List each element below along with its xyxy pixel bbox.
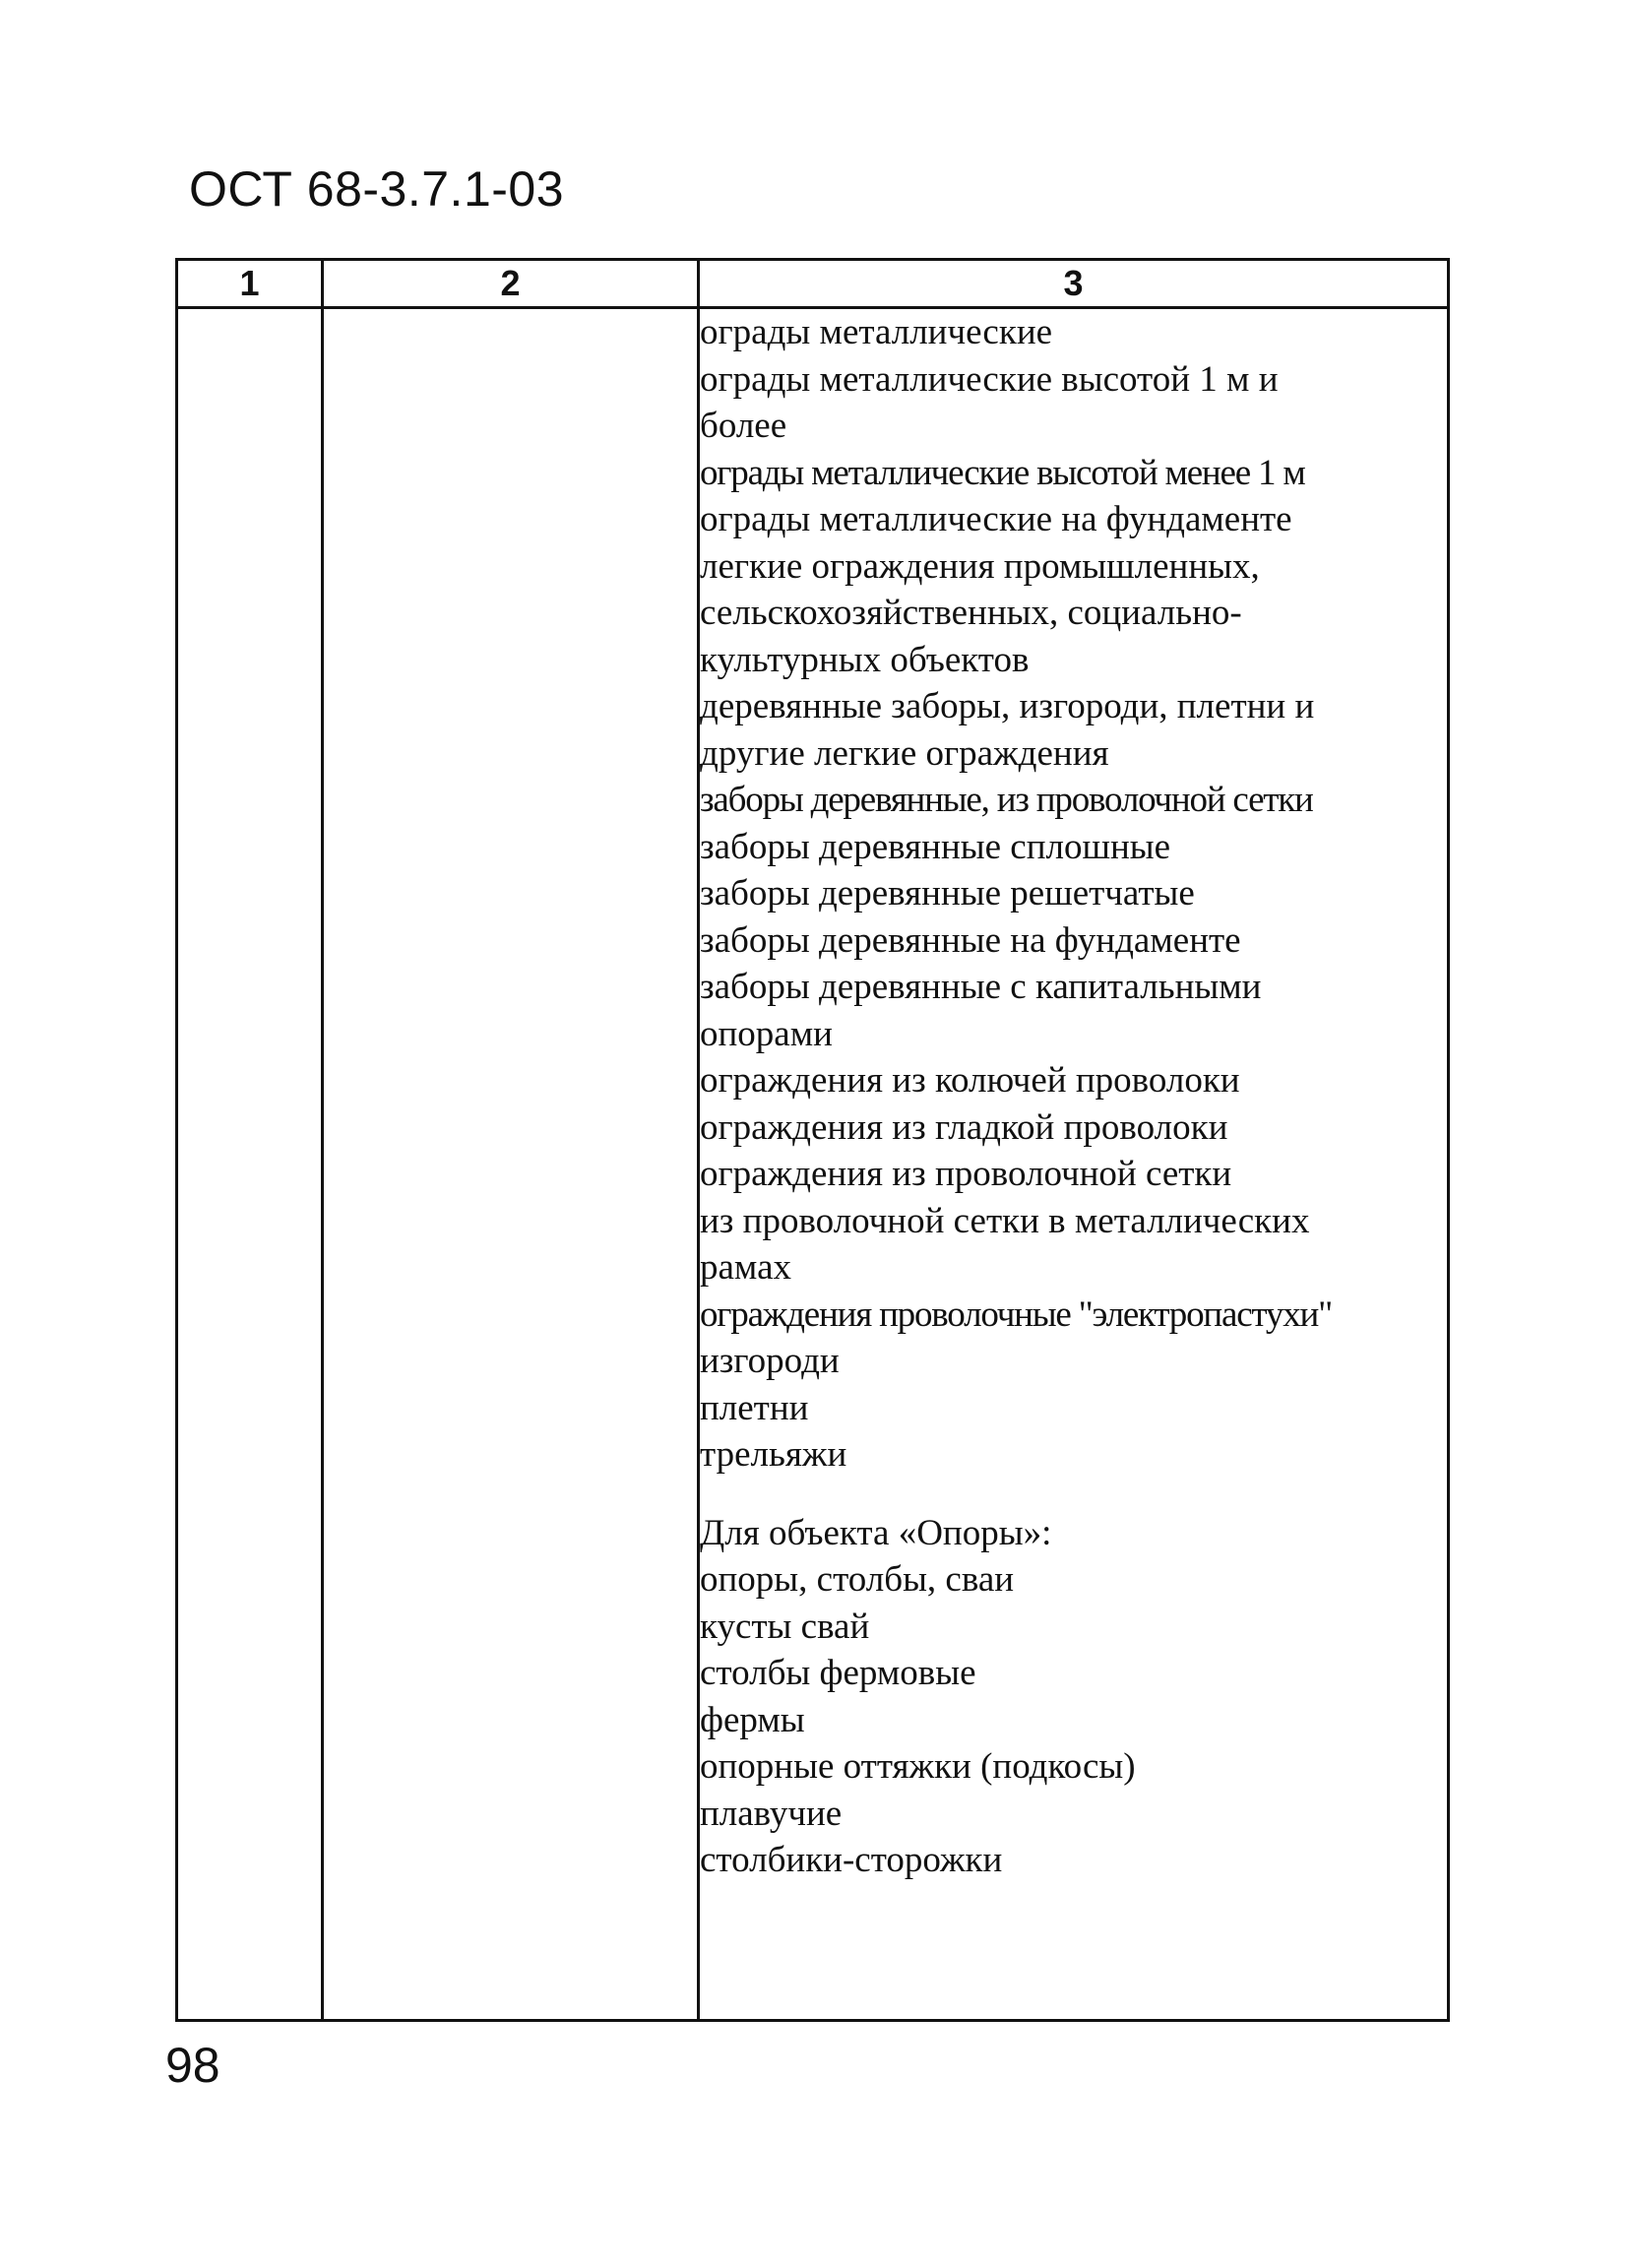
list-item: ограждения из колючей проволоки: [700, 1060, 1240, 1101]
column-header-3: 3: [699, 260, 1449, 308]
list-item: изгороди: [700, 1341, 840, 1381]
list-item: столбики-сторожки: [700, 1840, 1003, 1880]
list-item: заборы деревянные с капитальными: [700, 967, 1262, 1007]
col2-cell: [323, 308, 699, 2021]
list-item: ограждения из проволочной сетки: [700, 1154, 1232, 1194]
classification-table: [175, 258, 1450, 2022]
column-header-1: 1: [177, 260, 323, 308]
column-header-2: 2: [323, 260, 699, 308]
list-item: ограды металлические на фундаменте: [700, 499, 1292, 539]
list-item: из проволочной сетки в металлических: [700, 1200, 1310, 1241]
list-item: опорные оттяжки (подкосы): [700, 1746, 1136, 1787]
list-item: заборы деревянные решетчатые: [700, 873, 1195, 914]
list-item: более: [700, 406, 787, 446]
col3-cell: [699, 308, 1449, 2021]
list-item: Для объекта «Опоры»:: [700, 1512, 1052, 1553]
list-item: легкие ограждения промышленных,: [700, 545, 1260, 587]
list-item: заборы деревянные, из проволочной сетки: [700, 780, 1313, 820]
list-item: ограды металлические высотой менее 1 м: [700, 452, 1305, 493]
list-item: плетни: [700, 1387, 809, 1428]
list-item: культурных объектов: [700, 639, 1030, 680]
list-gap: [700, 1479, 1447, 1510]
list-item: деревянные заборы, изгороди, плетни и: [700, 686, 1315, 726]
list-item: опорами: [700, 1013, 833, 1054]
list-item: другие легкие ограждения: [700, 732, 1109, 774]
list-item: ограды металлические высотой 1 м и: [700, 358, 1279, 400]
document-code: ОСТ 68-3.7.1-03: [189, 161, 565, 217]
table-row: [177, 308, 1449, 2021]
list-item: сельскохозяйственных, социально-: [700, 593, 1242, 633]
list-item: заборы деревянные сплошные: [700, 826, 1171, 867]
list-item: рамах: [700, 1247, 792, 1288]
list-item: кусты свай: [700, 1606, 870, 1647]
list-item: ограждения из гладкой проволоки: [700, 1106, 1228, 1148]
col1-cell: [177, 308, 323, 2021]
list-item: столбы фермовые: [700, 1653, 976, 1693]
list-item: заборы деревянные на фундаменте: [700, 919, 1241, 961]
fences-list: [700, 309, 1447, 1479]
list-item: ограждения проволочные "электропастухи": [700, 1293, 1332, 1335]
supports-list: [700, 1510, 1447, 1884]
list-item: плавучие: [700, 1793, 843, 1834]
table-header-row: [177, 260, 1449, 308]
page-number: 98: [165, 2038, 220, 2093]
list-item: опоры, столбы, сваи: [700, 1559, 1015, 1600]
list-item: трельяжи: [700, 1434, 847, 1475]
list-item: ограды металлические: [700, 312, 1053, 352]
list-item: фермы: [700, 1699, 805, 1740]
